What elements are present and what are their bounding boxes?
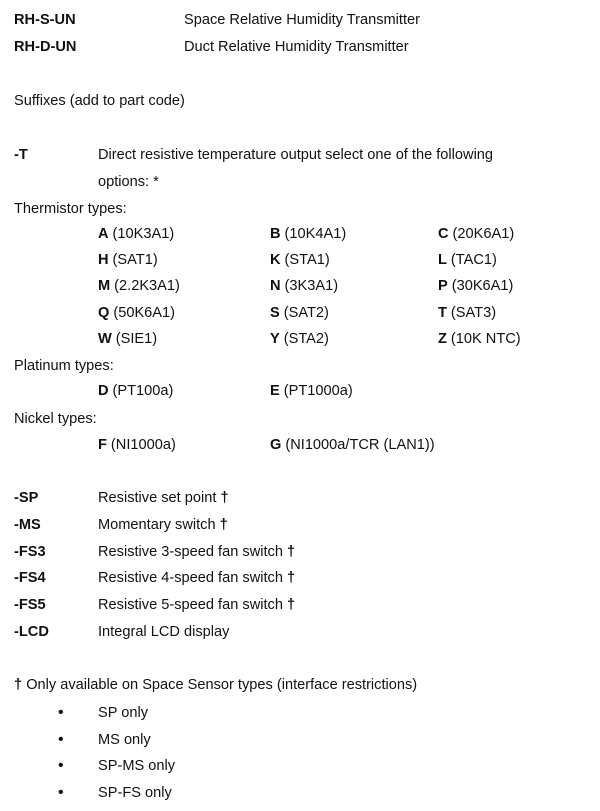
thermistor-option: N (3K3A1) bbox=[270, 278, 339, 294]
thermistor-option: A (10K3A1) bbox=[98, 226, 175, 242]
platinum-label: Platinum types: bbox=[14, 358, 114, 374]
product-code: RH-D-UN bbox=[14, 39, 77, 55]
product-description: Space Relative Humidity Transmitter bbox=[184, 12, 421, 28]
list-item: SP-FS only bbox=[98, 785, 172, 801]
suffix-code: -FS3 bbox=[14, 544, 46, 560]
suffix-code: -FS5 bbox=[14, 597, 46, 613]
thermistor-option: K (STA1) bbox=[270, 252, 330, 268]
thermistor-option: Q (50K6A1) bbox=[98, 305, 176, 321]
list-item: SP only bbox=[98, 705, 149, 721]
list-item: MS only bbox=[98, 732, 151, 748]
bullet-icon: • bbox=[58, 731, 64, 748]
bullet-icon: • bbox=[58, 784, 64, 801]
suffix-description: Resistive set point † bbox=[98, 490, 229, 506]
dagger-icon: † bbox=[287, 544, 296, 560]
nickel-option: F (NI1000a) bbox=[98, 437, 176, 453]
nickel-label: Nickel types: bbox=[14, 411, 97, 427]
suffix-code: -SP bbox=[14, 490, 39, 506]
thermistor-option: M (2.2K3A1) bbox=[98, 278, 180, 294]
dagger-icon: † bbox=[287, 597, 296, 613]
suffix-description: Resistive 5-speed fan switch † bbox=[98, 597, 296, 613]
thermistor-label: Thermistor types: bbox=[14, 201, 127, 217]
product-code: RH-S-UN bbox=[14, 12, 76, 28]
thermistor-option: Z (10K NTC) bbox=[438, 331, 521, 347]
thermistor-option: L (TAC1) bbox=[438, 252, 497, 268]
platinum-option: D (PT100a) bbox=[98, 383, 174, 399]
dagger-icon: † bbox=[219, 517, 228, 533]
dagger-icon: † bbox=[220, 490, 229, 506]
suffix-code: -MS bbox=[14, 517, 41, 533]
thermistor-option: P (30K6A1) bbox=[438, 278, 514, 294]
footnote: † Only available on Space Sensor types (interface restrictions) bbox=[14, 677, 418, 693]
thermistor-option: Y (STA2) bbox=[270, 331, 329, 347]
bullet-icon: • bbox=[58, 704, 64, 721]
platinum-option: E (PT1000a) bbox=[270, 383, 353, 399]
thermistor-option: T (SAT3) bbox=[438, 305, 497, 321]
suffix-description: Direct resistive temperature output select one of the following bbox=[98, 147, 494, 163]
thermistor-option: B (10K4A1) bbox=[270, 226, 347, 242]
suffix-description-continued: options: * bbox=[98, 174, 159, 190]
product-description: Duct Relative Humidity Transmitter bbox=[184, 39, 409, 55]
dagger-icon: † bbox=[287, 570, 296, 586]
thermistor-option: W (SIE1) bbox=[98, 331, 158, 347]
thermistor-option: C (20K6A1) bbox=[438, 226, 515, 242]
suffixes-heading: Suffixes (add to part code) bbox=[14, 93, 185, 109]
suffix-code: -T bbox=[14, 147, 28, 163]
dagger-icon: † bbox=[14, 677, 23, 693]
thermistor-option: S (SAT2) bbox=[270, 305, 329, 321]
suffix-description: Resistive 4-speed fan switch † bbox=[98, 570, 296, 586]
suffix-description: Resistive 3-speed fan switch † bbox=[98, 544, 296, 560]
nickel-option: G (NI1000a/TCR (LAN1)) bbox=[270, 437, 435, 453]
bullet-icon: • bbox=[58, 757, 64, 774]
list-item: SP-MS only bbox=[98, 758, 176, 774]
suffix-code: -FS4 bbox=[14, 570, 46, 586]
suffix-description: Integral LCD display bbox=[98, 624, 230, 640]
thermistor-option: H (SAT1) bbox=[98, 252, 158, 268]
suffix-description: Momentary switch † bbox=[98, 517, 228, 533]
suffix-code: -LCD bbox=[14, 624, 49, 640]
